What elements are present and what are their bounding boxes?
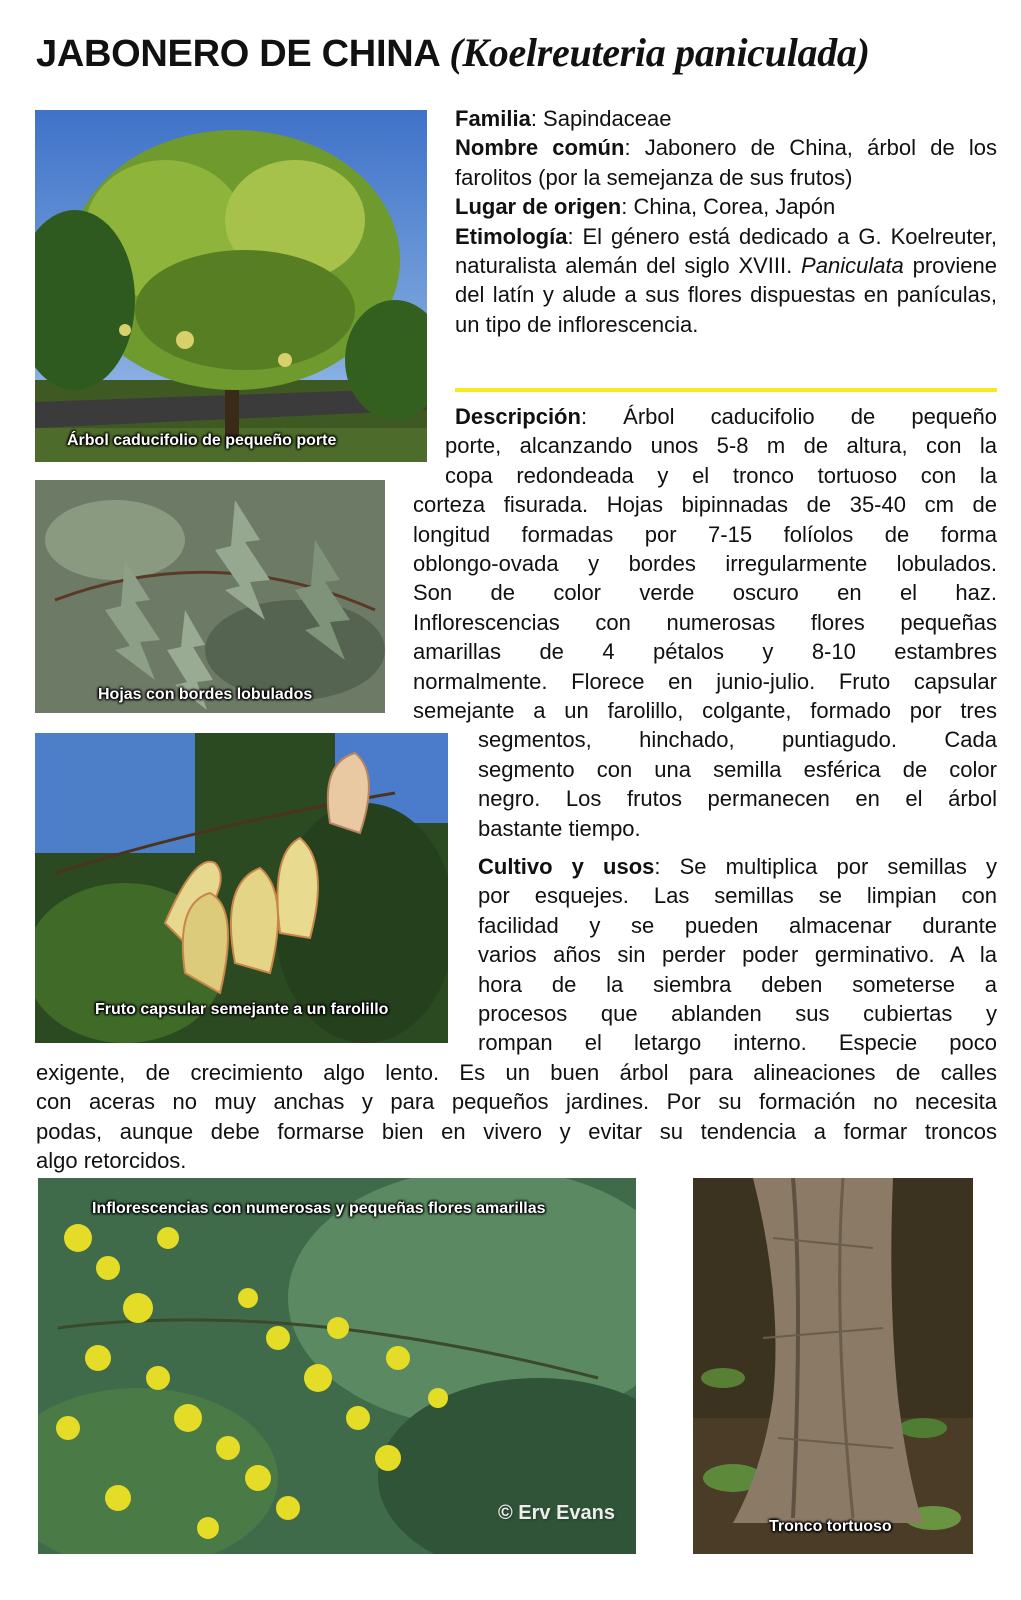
info-paragraph [455, 104, 997, 339]
title-scientific-name: (Koelreuteria paniculada) [449, 30, 870, 75]
yellow-divider [455, 388, 997, 392]
descripcion-line: copa redondeada y el tronco tortuoso con la [445, 462, 997, 488]
cultivo-line: algo retorcidos. [36, 1148, 187, 1174]
flowers-photo-caption: Inflorescencias con numerosas y pequeñas flores amarillas [92, 1200, 546, 1217]
cultivo-line: por esquejes. Las semillas se limpian con [478, 883, 997, 909]
descripcion-line: Descripción: Árbol caducifolio de pequeño [455, 404, 997, 429]
origen-label: Lugar de origen [455, 194, 622, 220]
descripcion-line: porte, alcanzando unos 5-8 m de altura, con la [445, 433, 997, 459]
cultivo-paragraph [0, 852, 1021, 1175]
familia-label: Familia [455, 106, 531, 131]
descripcion-line: oblongo-ovada y bordes irregularmente lobulados. [413, 551, 997, 577]
fruit-photo-caption: Fruto capsular semejante a un farolillo [95, 1001, 389, 1018]
descripcion-paragraph [0, 402, 1021, 843]
page-title [36, 28, 996, 79]
etimologia-value: : El género está dedicado a G. Koelreuter, naturalista alemán del siglo XVIII. [455, 223, 997, 279]
descripcion-line: amarillas de 4 pétalos y 8-10 estambres [413, 639, 997, 665]
flowers-photo [38, 1178, 636, 1554]
nombre-value: : Jabonero de China, árbol de los farolitos (por la semejanza de sus frutos) [455, 135, 997, 190]
title-common-name: JABONERO DE CHINA [36, 33, 440, 75]
nombre-label: Nombre común [455, 135, 625, 161]
cultivo-line: Cultivo y usos: Se multiplica por semillas y [478, 854, 997, 879]
descripcion-line: longitud formadas por 7-15 folíolos de forma [413, 521, 997, 547]
descripcion-label: Descripción [455, 404, 581, 429]
descripcion-line: Inflorescencias con numerosas flores pequeñas [413, 609, 997, 635]
trunk-photo-caption: Tronco tortuoso [769, 1518, 892, 1535]
descripcion-line: corteza fisurada. Hojas bipinnadas de 35-40 cm de [413, 492, 997, 518]
origen-value: : China, Corea, Japón [621, 194, 836, 220]
descripcion-line: Son de color verde oscuro en el haz. [413, 580, 997, 606]
cultivo-line: procesos que ablanden sus cubiertas y [478, 1001, 997, 1027]
cultivo-line: rompan el letargo interno. Especie poco [478, 1030, 997, 1056]
cultivo-line: exigente, de crecimiento algo lento. Es un buen árbol para alineaciones de calles [36, 1059, 997, 1085]
tree-photo-caption: Árbol caducifolio de pequeño porte [67, 432, 337, 449]
cultivo-line: varios años sin perder poder germinativo. A la [478, 942, 997, 968]
cultivo-line: podas, aunque debe formarse bien en vivero y evitar su tendencia a formar troncos [36, 1118, 997, 1144]
descripcion-line: negro. Los frutos permanecen en el árbol [478, 786, 997, 812]
cultivo-label: Cultivo y usos [478, 854, 655, 879]
descripcion-line: normalmente. Florece en junio-julio. Fruto capsular [413, 668, 997, 694]
etimologia-italic: Paniculata [801, 253, 904, 279]
leaves-photo-caption: Hojas con bordes lobulados [98, 686, 313, 703]
descripcion-line: semejante a un farolillo, colgante, formado por tres [413, 698, 997, 724]
photo-credit: © Erv Evans [498, 1502, 616, 1524]
trunk-photo [693, 1178, 973, 1554]
etimologia-label: Etimología [455, 223, 568, 249]
cultivo-line: facilidad y se pueden almacenar durante [478, 912, 997, 938]
etimologia-rest: proviene del latín y alude a sus flores dispuestas en panículas, un tipo de inflorescencia. [455, 253, 997, 337]
cultivo-line: con aceras no muy anchas y para pequeños jardines. Por su formación no necesita [36, 1089, 997, 1115]
descripcion-line: segmentos, hinchado, puntiagudo. Cada [478, 727, 997, 753]
descripcion-line: segmento con una semilla esférica de color [478, 756, 997, 782]
cultivo-line: hora de la siembra deben someterse a [478, 971, 997, 997]
descripcion-line: bastante tiempo. [478, 815, 641, 841]
familia-value: : Sapindaceae [530, 106, 672, 131]
